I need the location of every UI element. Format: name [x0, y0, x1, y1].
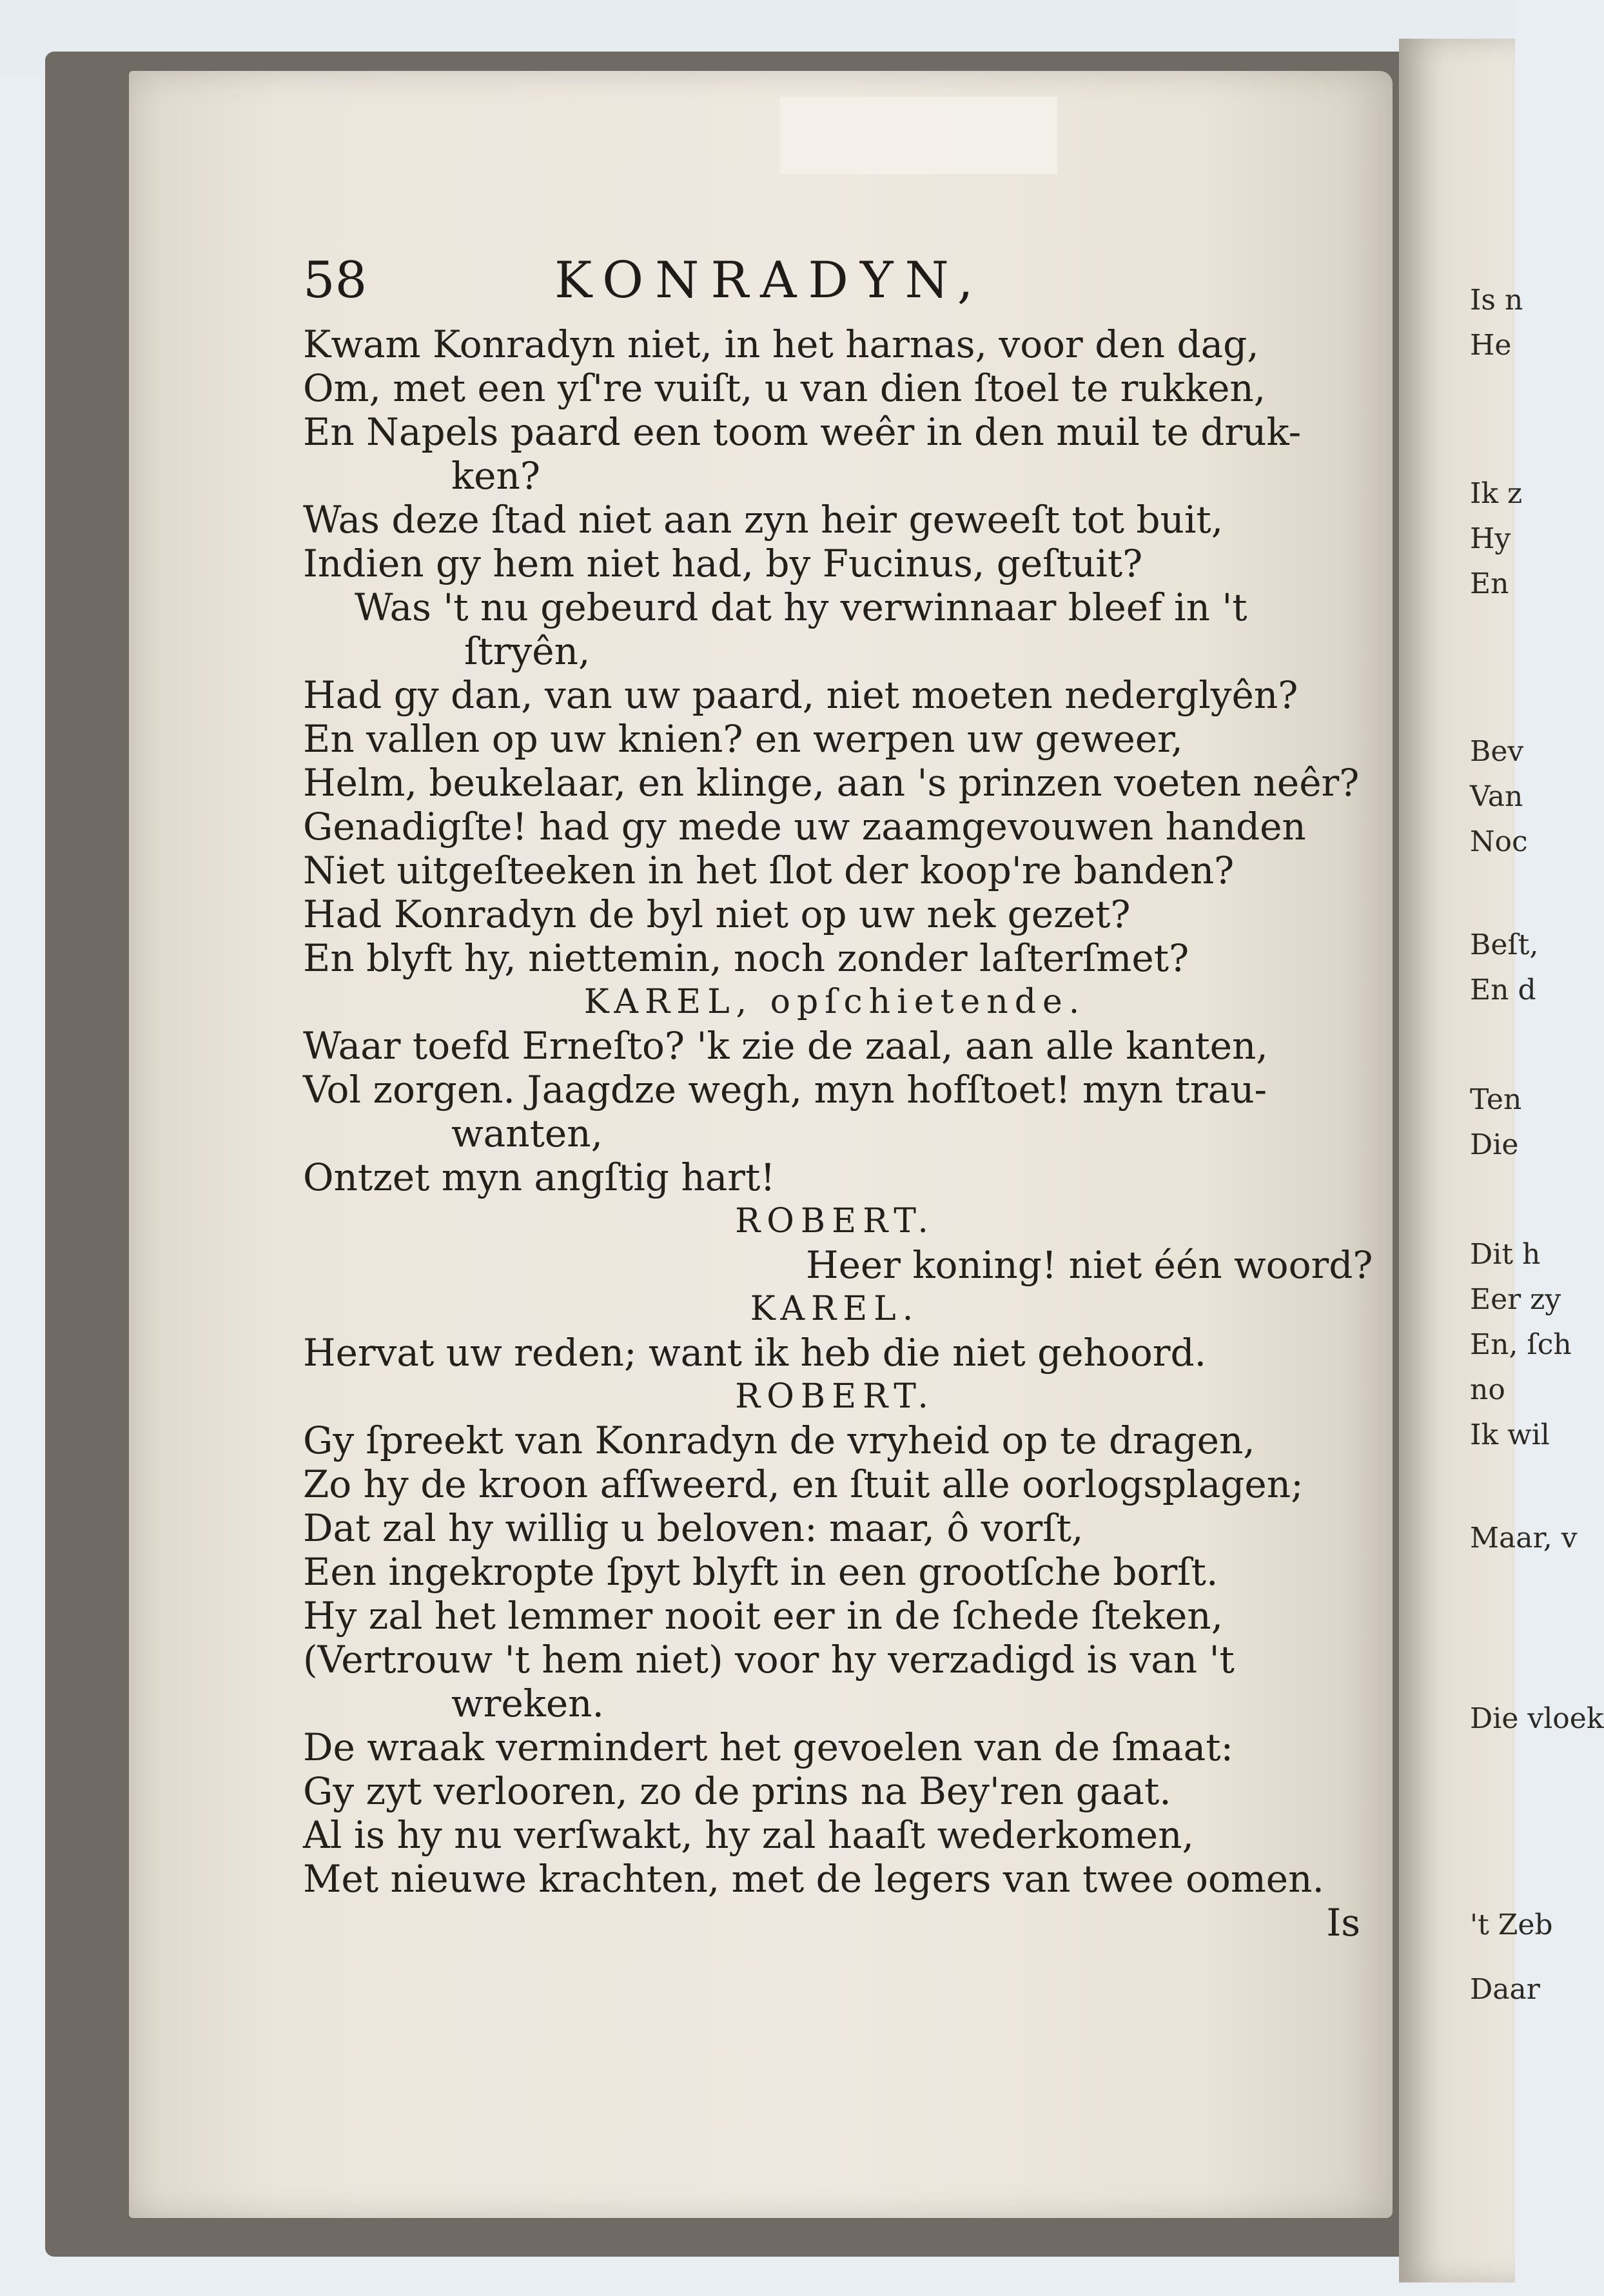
verse-line: ken? [451, 454, 540, 498]
facing-fragment: Die [1470, 1128, 1519, 1161]
facing-fragment: Ik wil [1470, 1418, 1550, 1451]
facing-fragment: En d [1470, 974, 1536, 1006]
facing-fragment: Ik z [1470, 477, 1523, 510]
facing-fragment: Hy [1470, 522, 1511, 555]
speaker-heading: ROBERT. [735, 1377, 935, 1416]
verse-text [303, 322, 1373, 1999]
verse-line: Helm, beukelaar, en klinge, aan 's prinzen voeten neêr? [303, 761, 1360, 805]
speaker-heading: ROBERT. [735, 1202, 935, 1241]
paper-tape [780, 97, 1057, 174]
verse-line: Al is hy nu verſwakt, hy zal haaſt wederkomen, [303, 1813, 1194, 1857]
verse-line: Met nieuwe krachten, met de legers van twee oomen. [303, 1857, 1324, 1901]
verse-line: Kwam Konradyn niet, in het harnas, voor den dag, [303, 322, 1259, 366]
facing-fragment: Bev [1470, 735, 1524, 768]
verse-line: Hervat uw reden; want ik heb die niet gehoord. [303, 1331, 1207, 1375]
facing-fragment: Eer zy [1470, 1283, 1561, 1316]
verse-line: Waar toefd Erneſto? 'k zie de zaal, aan alle kanten, [303, 1024, 1268, 1068]
facing-fragment: 't Zeb [1470, 1908, 1553, 1941]
verse-line: Had gy dan, van uw paard, niet moeten nederglyên? [303, 673, 1298, 717]
speaker-heading: KAREL. [750, 1290, 920, 1328]
verse-line: En vallen op uw knien? en werpen uw geweer, [303, 717, 1183, 761]
verse-line: Niet uitgeſteeken in het ſlot der koop're banden? [303, 849, 1235, 892]
verse-line: En Napels paard een toom weêr in den muil te druk- [303, 410, 1302, 454]
facing-fragment: Van [1470, 780, 1523, 813]
verse-line: En blyft hy, niettemin, noch zonder laſterſmet? [303, 936, 1189, 980]
facing-fragment: Maar, v [1470, 1522, 1578, 1555]
verse-line: Heer koning! niet één woord? [806, 1243, 1373, 1287]
verse-line: Dat zal hy willig u beloven: maar, ô vorſt, [303, 1506, 1084, 1550]
facing-fragment: En [1470, 567, 1509, 600]
facing-fragment: no [1470, 1373, 1505, 1406]
facing-fragment: He [1470, 329, 1512, 362]
page-number: 58 [303, 251, 367, 309]
facing-fragment: Daar [1470, 1973, 1540, 2006]
verse-line: Een ingekropte ſpyt blyft in een grootſche borſt. [303, 1550, 1218, 1594]
verse-line: De wraak vermindert het gevoelen van de ſmaat: [303, 1725, 1234, 1769]
verse-line: wreken. [451, 1682, 604, 1725]
verse-line: Gy zyt verlooren, zo de prins na Bey'ren gaat. [303, 1769, 1171, 1813]
facing-fragment: Die vloek [1470, 1702, 1604, 1735]
page-header [303, 251, 1335, 322]
verse-line: Ontzet myn angſtig hart! [303, 1155, 776, 1199]
catchword: Is [1326, 1901, 1360, 1945]
verse-line: Gy ſpreekt van Konradyn de vryheid op te dragen, [303, 1418, 1255, 1462]
verse-line: Had Konradyn de byl niet op uw nek gezet? [303, 892, 1131, 936]
speaker-heading: KAREL, opſchietende. [583, 983, 1086, 1021]
facing-fragment: En, ſch [1470, 1328, 1572, 1361]
facing-fragment: Ten [1470, 1083, 1522, 1116]
facing-fragment: Dit h [1470, 1238, 1541, 1271]
verse-line: Hy zal het lemmer nooit eer in de ſchede ſteken, [303, 1594, 1224, 1638]
verse-line: (Vertrouw 't hem niet) voor hy verzadigd is van 't [303, 1638, 1235, 1682]
facing-page-edge [1399, 39, 1604, 2282]
verse-line: Om, met een yſ're vuiſt, u van dien ſtoel te rukken, [303, 366, 1266, 410]
verse-line: wanten, [451, 1112, 603, 1155]
verse-line: Indien gy hem niet had, by Fucinus, geſtuit? [303, 542, 1143, 585]
verse-line: Genadigſte! had gy mede uw zaamgevouwen handen [303, 805, 1306, 849]
running-title: KONRADYN, [554, 251, 985, 309]
verse-line: Vol zorgen. Jaagdze wegh, myn hofſtoet! myn trau- [303, 1068, 1267, 1112]
verse-line: ſtryên, [464, 629, 591, 673]
facing-fragment: Noc [1470, 825, 1528, 858]
facing-fragment: Is n [1470, 284, 1523, 317]
verse-line: Was 't nu gebeurd dat hy verwinnaar bleef in 't [355, 585, 1247, 629]
facing-fragment: Beſt, [1470, 928, 1539, 961]
verse-line: Was deze ſtad niet aan zyn heir geweeſt tot buit, [303, 498, 1224, 542]
verse-line: Zo hy de kroon afſweerd, en ſtuit alle oorlogsplagen; [303, 1462, 1304, 1506]
